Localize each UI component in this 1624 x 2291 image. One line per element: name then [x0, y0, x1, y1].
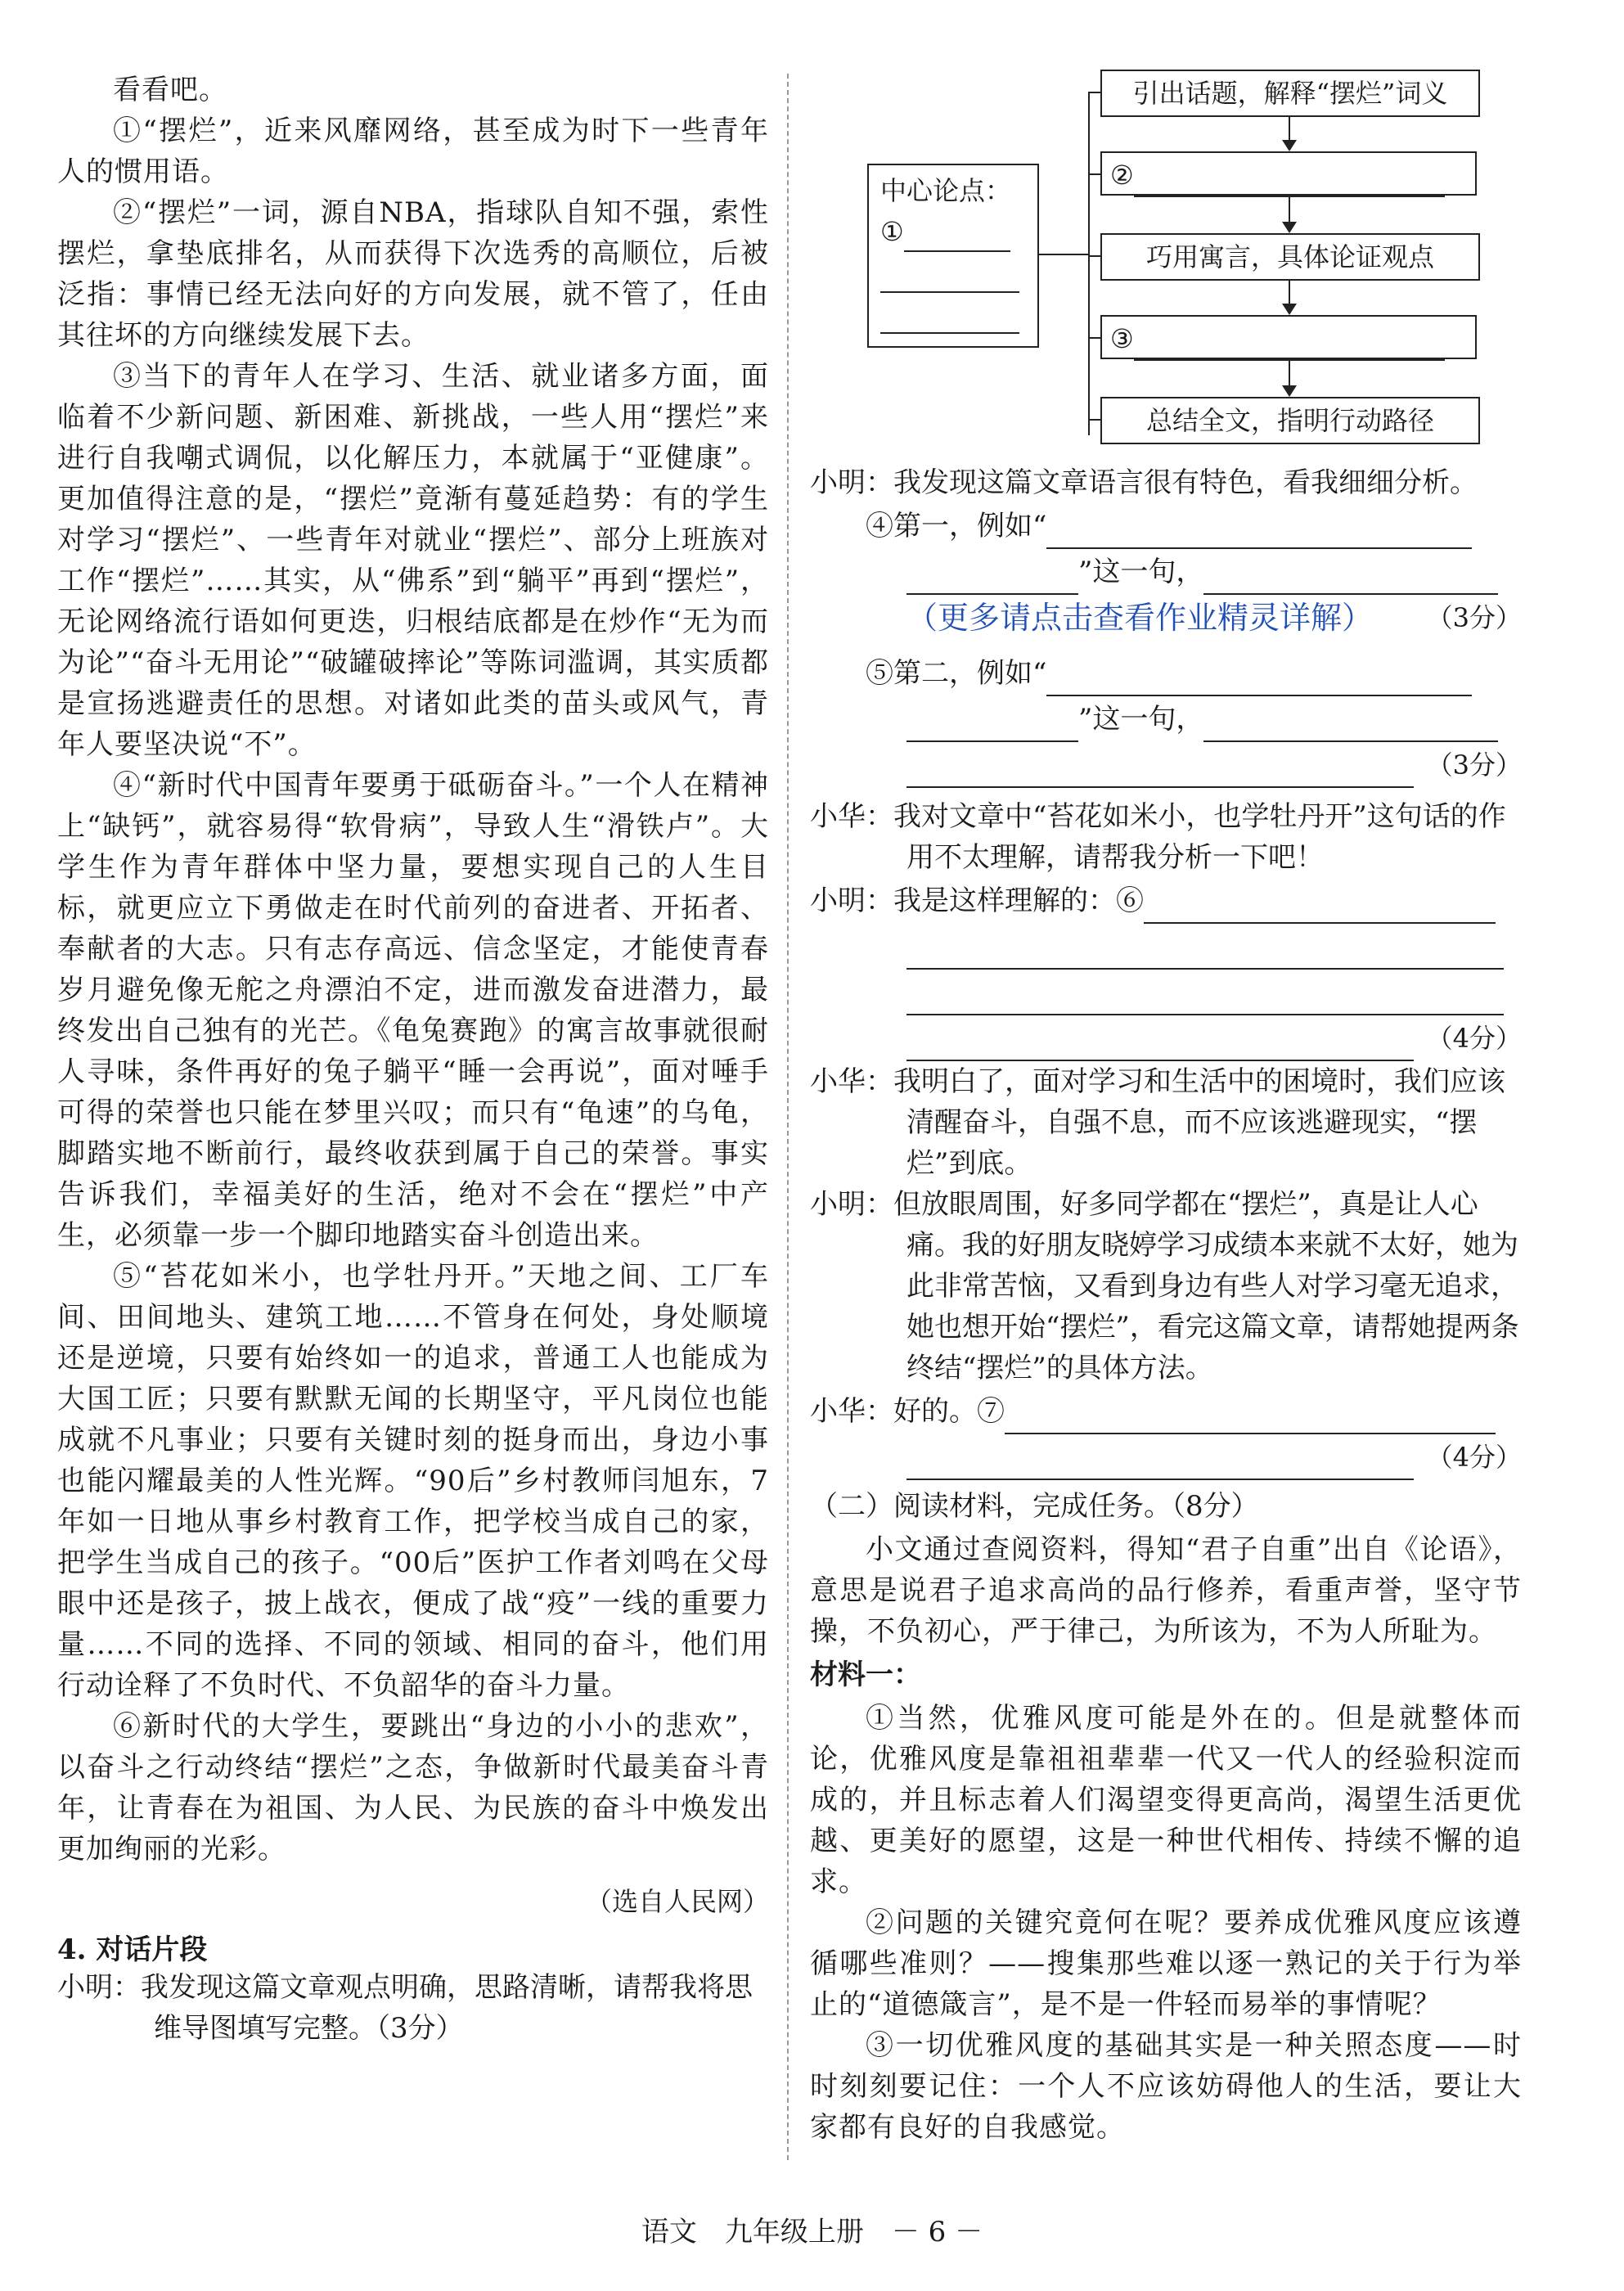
central-argument-box — [867, 164, 1039, 348]
step-1-text: 引出话题，解释“摆烂”词义 — [1132, 78, 1448, 109]
dialog-xiaoming-3: 小明：但放眼周围，好多同学都在“摆烂”，真是让人心痛。我的好朋友晓婷学习成绩本来就不太好，她为此非常苦恼，又看到身边有些人对学习毫无追求，她也想开始“摆烂”，看完这篇文章，请帮她提两条终结“摆烂”的具体方法。 — [810, 1188, 1519, 1384]
answer-6-line-3[interactable] — [810, 970, 1522, 1015]
step-2-text: ② — [1110, 160, 1134, 191]
dialog-xiaoming-1: 小明：我发现这篇文章语言很有特色，看我细细分析。 — [810, 466, 1478, 499]
arrow — [1289, 115, 1290, 140]
page-footer: 语文 九年级上册 － 6 － — [641, 2216, 983, 2248]
answer-4-line[interactable] — [810, 503, 1522, 549]
arrowhead — [1282, 385, 1297, 397]
step-4-text: ③ — [1110, 323, 1134, 354]
mind-map — [810, 70, 1522, 446]
dialog-xiaohua-2: 小华：我明白了，面对学习和生活中的困境时，我们应该清醒奋斗，自强不息，而不应该逃避现实，“摆烂”到底。 — [810, 1065, 1505, 1180]
arrowhead — [1282, 304, 1297, 315]
tick — [1088, 255, 1100, 257]
arrow — [1289, 361, 1290, 385]
answer-6-line-4[interactable] — [810, 1015, 1522, 1061]
dialog-xiaohua-3: 小华：好的。⑦ — [810, 1395, 1005, 1428]
arrowhead — [1282, 222, 1297, 233]
answer-5-label-2: ”这一句， — [1078, 703, 1204, 736]
arrow — [1289, 279, 1290, 304]
left-column — [57, 70, 769, 2049]
tick — [1088, 173, 1100, 175]
answer-7-line-2[interactable] — [810, 1434, 1522, 1480]
step-2-box[interactable] — [1100, 151, 1477, 196]
right-column — [810, 70, 1522, 2148]
source-citation: （选自人民网） — [585, 1886, 769, 1917]
material-1-paragraph-2: ②问题的关键究竟何在呢？要养成优雅风度应该遵循哪些准则？——搜集那些难以逐一熟记的关于行为举止的“道德箴言”，是不是一件轻而易举的事情呢？ — [810, 1906, 1522, 2021]
paragraph-6: ⑥新时代的大学生，要跳出“身边的小小的悲欢”，以奋斗之行动终结“摆烂”之态，争做新时代最美奋斗青年，让青春在为祖国、为人民、为民族的奋斗中焕发出更加绚丽的光彩。 — [57, 1710, 769, 1866]
score-5: （3分） — [1426, 749, 1522, 781]
answer-5-line[interactable] — [810, 650, 1522, 696]
detail-link[interactable]: （更多请点击查看作业精灵详解） — [906, 600, 1374, 636]
paragraph-3: ③当下的青年人在学习、生活、就业诸多方面，面临着不少新问题、新困难、新挑战，一些人用“摆烂”来进行自我嘲式调侃，以化解压力，本就属于“亚健康”。更加值得注意的是，“摆烂”竟渐有蔓延趋势：有的学生对学习“摆烂”、一些青年对就业“摆烂”、部分上班族对工作“摆烂”……其实，从“佛系”到“躺平”再到“摆烂”，无论网络流行语如何更迭，归根结底都是在炒作“无为而为论”“奋斗无用论”“破罐破摔论”等陈词滥调，其实质都是宣扬逃避责任的思想。对诸如此类的苗头或风气，青年人要坚决说“不”。 — [57, 360, 769, 761]
tick — [1088, 337, 1100, 339]
paragraph-2: ②“摆烂”一词，源自NBA，指球队自知不强，索性摆烂，拿垫底排名，从而获得下次选秀的高顺位，后被泛指：事情已经无法向好的方向发展，就不管了，任由其往坏的方向继续发展下去。 — [57, 196, 769, 352]
answer-5-line-3[interactable] — [810, 742, 1522, 788]
step-5-box — [1100, 397, 1480, 444]
answer-7-line[interactable] — [810, 1389, 1522, 1434]
dialog-xiaoming-2: 小明：我是这样理解的：⑥ — [810, 884, 1144, 917]
tick — [1088, 419, 1100, 421]
answer-4-line-2[interactable] — [810, 549, 1522, 595]
central-argument-label: 中心论点： — [880, 175, 1012, 206]
score-6: （4分） — [1426, 1023, 1522, 1054]
arrowhead — [1282, 140, 1297, 151]
score-4: （3分） — [1426, 602, 1522, 633]
step-1-box — [1100, 70, 1480, 117]
step-5-text: 总结全文，指明行动路径 — [1145, 405, 1434, 436]
score-7: （4分） — [1426, 1442, 1522, 1473]
answer-4-line-3[interactable] — [810, 595, 1522, 642]
material-1-paragraph-1: ①当然，优雅风度可能是外在的。但是就整体而论，优雅风度是靠祖祖辈辈一代又一代人的经验积淀而成的，并且标志着人们渴望变得更高尚，渴望生活更优越、更美好的愿望，这是一种世代相传、持续不懈的追求。 — [810, 1702, 1522, 1898]
paragraph-1: ①“摆烂”，近来风靡网络，甚至成为时下一些青年人的惯用语。 — [57, 115, 769, 188]
bracket-line — [1088, 92, 1090, 435]
question-4-title: 4. 对话片段 — [57, 1933, 208, 1966]
material-1-paragraph-3: ③一切优雅风度的基础其实是一种关照态度——时时刻刻要记住：一个人不应该妨碍他人的生活，要让大家都有良好的自我感觉。 — [810, 2029, 1522, 2144]
paragraph: 看看吧。 — [113, 74, 227, 106]
material-1-title: 材料一： — [810, 1659, 921, 1691]
answer-6-line[interactable] — [810, 878, 1522, 924]
answer-6-line-2[interactable] — [810, 924, 1522, 970]
answer-4-label: ④第一，例如“ — [866, 510, 1047, 542]
connector — [1039, 254, 1088, 255]
question-4-prompt: 小明：我发现这篇文章观点明确，思路清晰，请帮我将思维导图填写完整。（3分） — [57, 1971, 753, 2045]
paragraph-5: ⑤“苔花如米小，也学牡丹开。”天地之间、工厂车间、田间地头、建筑工地……不管身在何处，身处顺境还是逆境，只要有始终如一的追求，普通工人也能成为大国工匠；只要有默默无闻的长期坚守，平凡岗位也能成就不凡事业；只要有关键时刻的挺身而出，身边小事也能闪耀最美的人性光辉。“90后”乡村教师闫旭东，7年如一日地从事乡村教育工作，把学校当成自己的家，把学生当成自己的孩子。“00后”医护工作者刘鸣在父母眼中还是孩子，披上战衣，便成了战“疫”一线的重要力量……不同的选择、不同的领域、相同的奋斗，他们用行动诠释了不负时代、不负韶华的奋斗力量。 — [57, 1260, 769, 1702]
answer-4-label-2: ”这一句， — [1078, 556, 1204, 588]
tick — [1088, 92, 1100, 93]
step-3-box — [1100, 233, 1480, 281]
column-divider — [787, 74, 789, 2160]
central-argument-blank-label: ① — [880, 216, 904, 247]
answer-5-label: ⑤第二，例如“ — [866, 657, 1047, 690]
arrow — [1289, 197, 1290, 222]
paragraph-4: ④“新时代中国青年要勇于砥砺奋斗。”一个人在精神上“缺钙”，就容易得“软骨病”，导致人生“滑铁卢”。大学生作为青年群体中坚力量，要想实现自己的人生目标，就更应立下勇做走在时代前列的奋进者、开拓者、奉献者的大志。只有志存高远、信念坚定，才能使青春岁月避免像无舵之舟漂泊不定，进而激发奋进潜力，最终发出自己独有的光芒。《龟兔赛跑》的寓言故事就很耐人寻味，条件再好的兔子躺平“睡一会再说”，面对唾手可得的荣誉也只能在梦里兴叹；而只有“龟速”的乌龟，脚踏实地不断前行，最终收获到属于自己的荣誉。事实告诉我们，幸福美好的生活，绝对不会在“摆烂”中产生，必须靠一步一个脚印地踏实奋斗创造出来。 — [57, 769, 769, 1252]
part-2-title: （二）阅读材料，完成任务。（8分） — [810, 1490, 1259, 1523]
step-3-text: 巧用寓言，具体论证观点 — [1145, 241, 1434, 272]
dialog-xiaohua-1: 小华：我对文章中“苔花如米小，也学牡丹开”这句话的作用不太理解，请帮我分析一下吧！ — [810, 800, 1506, 874]
part-2-intro: 小文通过查阅资料，得知“君子自重”出自《论语》，意思是说君子追求高尚的品行修养，看重声誉，坚守节操，不负初心，严于律己，为所该为，不为人所耻为。 — [810, 1533, 1522, 1648]
answer-5-line-2[interactable] — [810, 696, 1522, 742]
step-4-box[interactable] — [1100, 315, 1477, 359]
